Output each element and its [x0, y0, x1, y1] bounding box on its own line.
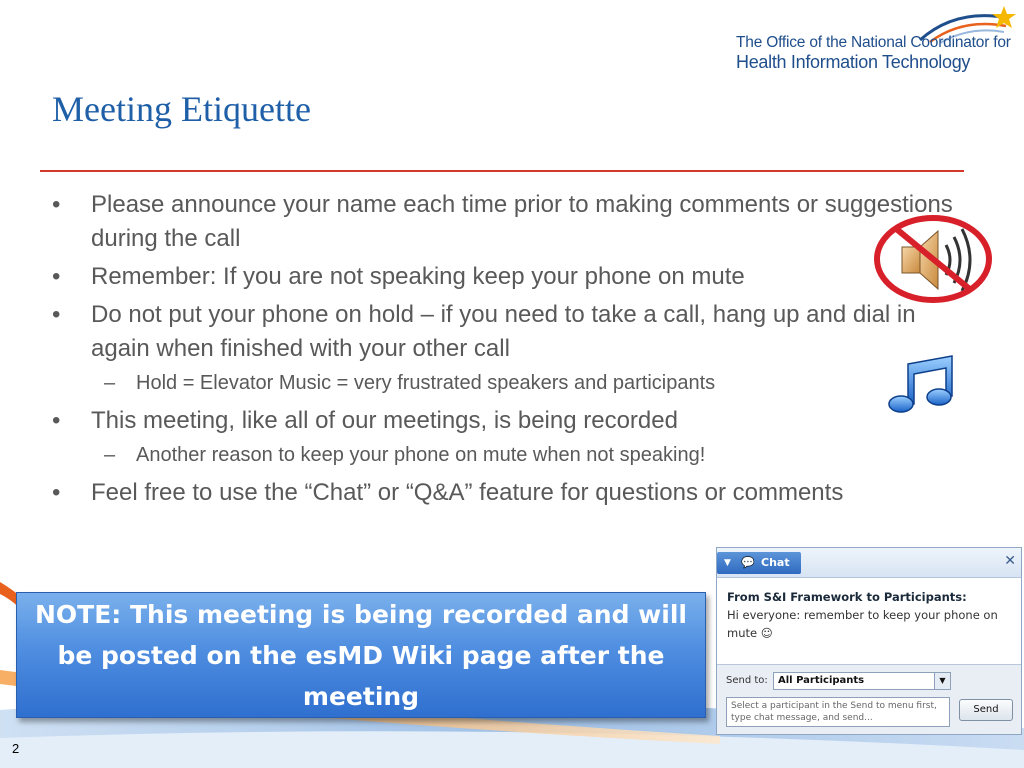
- chevron-down-icon[interactable]: ▼: [934, 673, 950, 689]
- chat-message-area: [727, 588, 1017, 642]
- onc-logo: [736, 4, 1020, 76]
- bullet-marker: •: [52, 407, 61, 434]
- sub-bullet-item: [52, 440, 962, 470]
- bullet-item: [52, 476, 962, 510]
- bullet-item: [52, 404, 962, 438]
- send-to-select[interactable]: [773, 672, 951, 690]
- music-note-icon: [886, 352, 958, 416]
- sub-bullet-item: [52, 368, 962, 398]
- bullet-marker: •: [52, 479, 61, 506]
- title-divider: [40, 170, 964, 172]
- sub-bullet-marker: –: [104, 372, 116, 394]
- bullet-marker: •: [52, 263, 61, 290]
- send-button[interactable]: Send: [959, 699, 1013, 721]
- sub-bullet-text: Hold = Elevator Music = very frustrated speakers and participants: [136, 372, 716, 394]
- bullet-text: Remember: If you are not speaking keep your phone on mute: [91, 263, 745, 290]
- chat-tab-label: Chat: [761, 556, 790, 569]
- muted-speaker-icon: [872, 213, 994, 305]
- bullet-text: This meeting, like all of our meetings, is being recorded: [91, 407, 678, 434]
- logo-line-1: The Office of the National Coordinator for: [736, 34, 1011, 51]
- slide-title: Meeting Etiquette: [52, 89, 311, 129]
- chat-tab[interactable]: [717, 552, 801, 574]
- bullet-text: Do not put your phone on hold – if you need to take a call, hang up and dial in again when finished with your other call: [91, 301, 916, 362]
- bullet-text: Please announce your name each time prior to making comments or suggestions during the call: [91, 191, 953, 252]
- collapse-triangle-icon[interactable]: ▼: [724, 558, 731, 568]
- bullet-item: [52, 260, 962, 294]
- chat-panel: [716, 547, 1022, 735]
- chat-bubble-icon: 💬: [741, 556, 755, 569]
- bullet-marker: •: [52, 191, 61, 218]
- sub-bullet-text: Another reason to keep your phone on mute when not speaking!: [136, 444, 706, 466]
- recording-note-box: [16, 592, 706, 718]
- close-icon[interactable]: ✕: [1004, 553, 1016, 569]
- send-to-label: Send to:: [726, 675, 768, 686]
- sub-bullet-marker: –: [104, 444, 116, 466]
- bullet-item: [52, 188, 962, 256]
- recording-note-text: NOTE: This meeting is being recorded and will be posted on the esMD Wiki page after the meeting: [35, 599, 687, 711]
- bullet-marker: •: [52, 301, 61, 328]
- logo-line-2: Health Information Technology: [736, 52, 971, 72]
- send-to-value: All Participants: [778, 675, 865, 686]
- bullet-item: [52, 298, 962, 366]
- chat-titlebar: [717, 548, 1021, 578]
- page-number: 2: [12, 741, 20, 756]
- bullet-list: [52, 188, 962, 514]
- chat-message-input[interactable]: Select a participant in the Send to menu first, type chat message, and send...: [726, 697, 950, 727]
- chat-compose-area: [717, 664, 1021, 734]
- bullet-text: Feel free to use the “Chat” or “Q&A” feature for questions or comments: [91, 479, 844, 506]
- chat-message-text: Hi everyone: remember to keep your phone on mute ☺: [727, 608, 998, 640]
- chat-message-sender: From S&I Framework to Participants:: [727, 590, 967, 604]
